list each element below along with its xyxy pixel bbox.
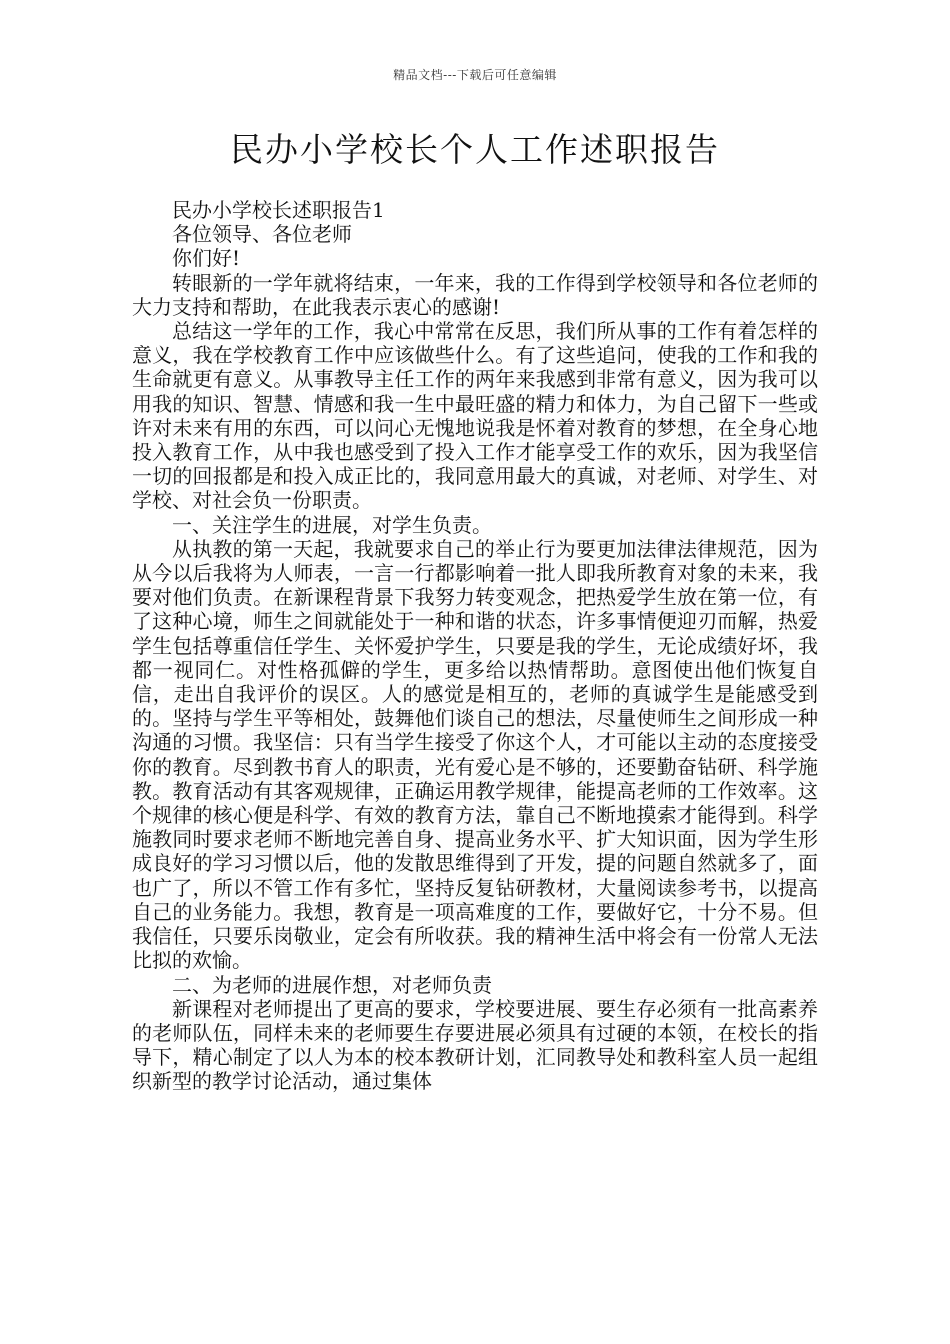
header-note: 精品文档---下载后可任意编辑 <box>393 68 557 82</box>
paragraph: 从执教的第一天起，我就要求自己的举止行为要更加法律法律规范，因为从今以后我将为人师表，一言一行都影响着一批人即我所教育对象的未来，我要对他们负责。在新课程背景下我努力转变观念，把热爱学生放在第一位，有了这种心境，师生之间就能处于一种和谐的状态，许多事情便迎刃而解，热爱学生包括尊重信任学生、关怀爱护学生，只要是我的学生，无论成绩好坏，我都一视同仁。对性格孤僻的学生，更多给以热情帮助。意图使出他们恢复自信，走出自我评价的误区。人的感觉是相互的，老师的真诚学生是能感受到的。坚持与学生平等相处，鼓舞他们谈自己的想法，尽量使师生之间形成一种沟通的习惯。我坚信：只有当学生接受了你这个人，才可能以主动的态度接受你的教育。尽到教书育人的职责，光有爱心是不够的，还要勤奋钻研、科学施教。教育活动有其客观规律，正确运用教学规律，能提高老师的工作效率。这个规律的核心便是科学、有效的教育方法，靠自己不断地摸索才能得到。科学施教同时要求老师不断地完善自身、提高业务水平、扩大知识面，因为学生形成良好的学习习惯以后，他的发散思维得到了开发，提的问题自然就多了，面也广了，所以不管工作有多忙，坚持反复钻研教材，大量阅读参考书，以提高自己的业务能力。我想，教育是一项高难度的工作，要做好它，十分不易。但我信任，只要乐岗敬业，定会有所收获。我的精神生活中将会有一份常人无法比拟的欢愉。 <box>132 536 818 973</box>
section-heading: 二、为老师的进展作想，对老师负责 <box>172 972 492 997</box>
paragraph: 新课程对老师提出了更高的要求，学校要进展、要生存必须有一批高素养的老师队伍，同样未来的老师要生存要进展必须具有过硬的本领，在校长的指导下，精心制定了以人为本的校本教研计划，汇同教导处和教科室人员一起组织新型的教学讨论活动，通过集体 <box>132 996 818 1094</box>
document-body <box>132 198 818 1094</box>
paragraph: 总结这一学年的工作，我心中常常在反思，我们所从事的工作有着怎样的意义，我在学校教育工作中应该做些什么。有了这些追问，使我的工作和我的生命就更有意义。从事教导主任工作的两年来我感到非常有意义，因为我可以用我的知识、智慧、情感和我一生中最旺盛的精力和体力，为自己留下一些或许对未来有用的东西，可以问心无愧地说我是怀着对教育的梦想，在全身心地投入教育工作，从中我也感受到了投入工作才能享受工作的欢乐，因为我坚信一切的回报都是和投入成正比的，我同意用最大的真诚，对老师、对学生、对学校、对社会负一份职责。 <box>132 319 818 513</box>
section-heading: 一、关注学生的进展，对学生负责。 <box>172 512 492 537</box>
greeting: 你们好! <box>172 246 241 271</box>
document-title: 民办小学校长个人工作述职报告 <box>230 130 720 169</box>
paragraph: 转眼新的一学年就将结束，一年来，我的工作得到学校领导和各位老师的大力支持和帮助，在此我表示衷心的感谢! <box>132 270 818 319</box>
salutation: 各位领导、各位老师 <box>172 222 352 247</box>
report-subtitle: 民办小学校长述职报告1 <box>172 198 385 222</box>
